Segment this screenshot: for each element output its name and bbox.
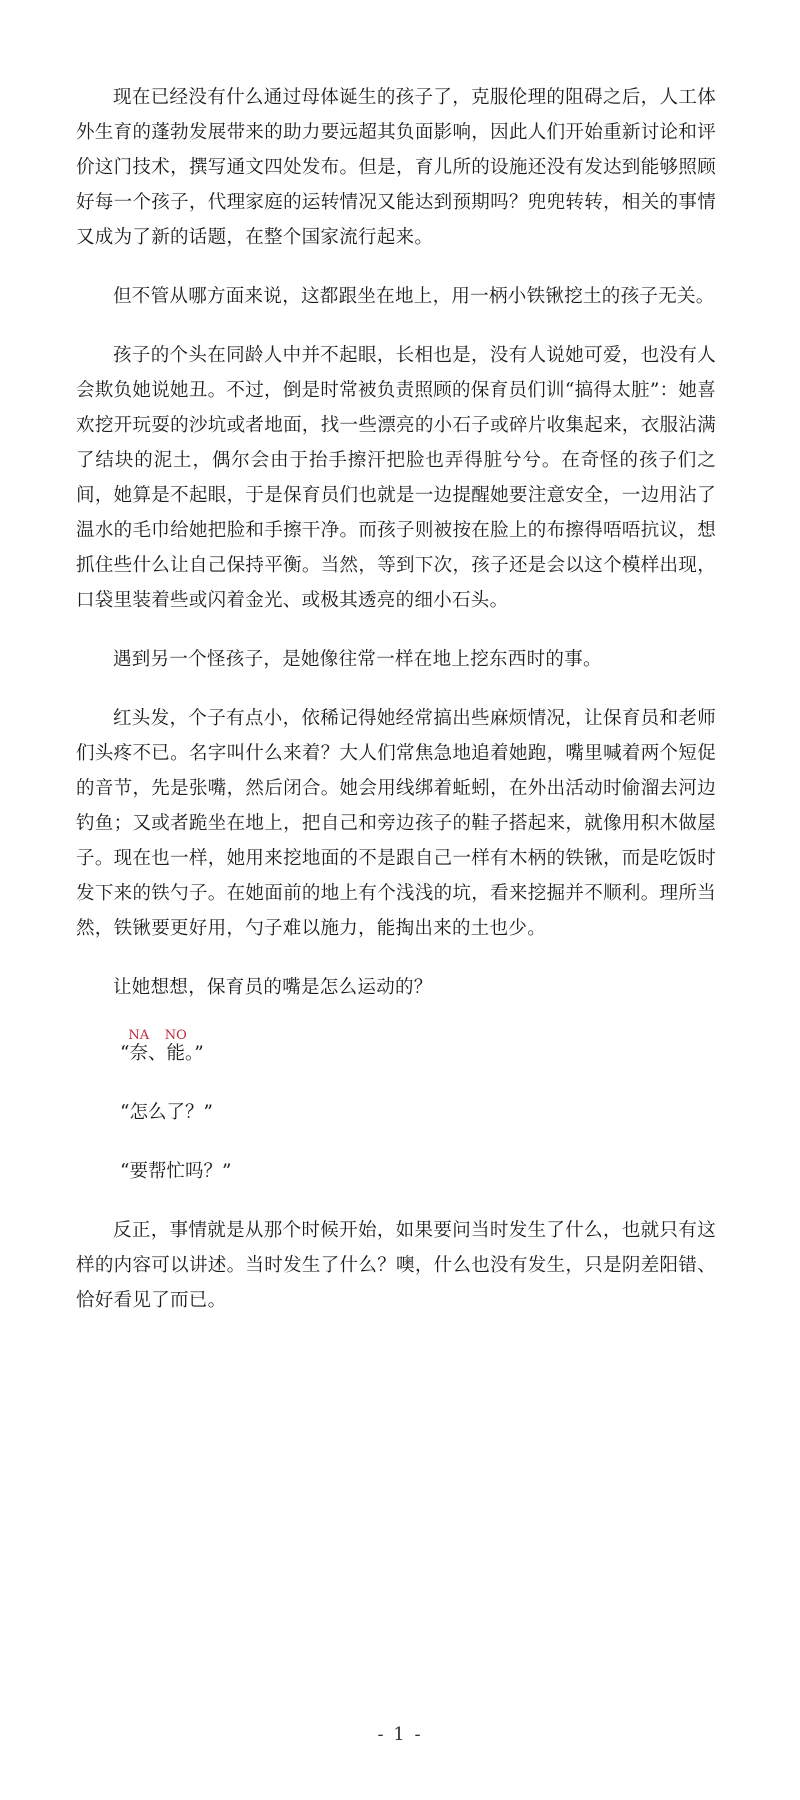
ruby-annotation-no: NO: [164, 1028, 187, 1043]
dialog-open-quote: “: [120, 1043, 130, 1064]
dialog-line-help: “要帮忙吗？”: [120, 1161, 232, 1182]
dialog-line-name: [76, 1029, 716, 1071]
paragraph-5: 红头发，个子有点小，依稀记得她经常搞出些麻烦情况，让保育员和老师们头疼不已。名字叫什么来着？大人们常焦急地追着她跑，嘴里喊着两个短促的音节，先是张嘴，然后闭合。她会用线绑着蚯蚓，在外出活动时偷溜去河边钓鱼；又或者跪坐在地上，把自己和旁边孩子的鞋子搭起来，就像用积木做屋子。现在也一样，她用来挖地面的不是跟自己一样有木柄的铁锹，而是吃饭时发下来的铁勺子。在她面前的地上有个浅浅的坑，看来挖掘并不顺利。理所当然，铁锹要更好用，勺子难以施力，能掏出来的土也少。: [76, 708, 716, 939]
dialog-line-what: “怎么了？”: [120, 1102, 213, 1123]
ruby-base-no: 能: [164, 1043, 187, 1064]
paragraph-final: 反正，事情就是从那个时候开始，如果要问当时发生了什么，也就只有这样的内容可以讲述。当时发生了什么？噢，什么也没有发生，只是阴差阳错、恰好看见了而已。: [76, 1220, 716, 1311]
paragraph-1: 现在已经没有什么通过母体诞生的孩子了，克服伦理的阻碍之后，人工体外生育的蓬勃发展带来的助力要远超其负面影响，因此人们开始重新讨论和评价这门技术，撰写通文四处发布。但是，育儿所的设施还没有发达到能够照顾好每一个孩子，代理家庭的运转情况又能达到预期吗？兜兜转转，相关的事情又成为了新的话题，在整个国家流行起来。: [76, 87, 716, 248]
ruby-annotation-na: NA: [128, 1028, 150, 1043]
ruby-word-no: [164, 1028, 187, 1064]
dialog-separator: 、: [147, 1043, 167, 1064]
ruby-word-na: [128, 1028, 150, 1064]
paragraph-2: 但不管从哪方面来说，这都跟坐在地上，用一柄小铁锹挖土的孩子无关。: [113, 286, 715, 307]
paragraph-6: 让她想想，保育员的嘴是怎么运动的？: [113, 977, 433, 998]
page-number: - 1 -: [377, 1724, 423, 1745]
paragraph-3: 孩子的个头在同龄人中并不起眼，长相也是，没有人说她可爱，也没有人会欺负她说她丑。不过，倒是时常被负责照顾的保育员们训“搞得太脏”：她喜欢挖开玩耍的沙坑或者地面，找一些漂亮的小石子或碎片收集起来，衣服沾满了结块的泥土，偶尔会由于抬手擦汗把脸也弄得脏兮兮。在奇怪的孩子们之间，她算是不起眼，于是保育员们也就是一边提醒她要注意安全，一边用沾了温水的毛巾给她把脸和手擦干净。而孩子则被按在脸上的布擦得唔唔抗议，想抓住些什么让自己保持平衡。当然，等到下次，孩子还是会以这个模样出现，口袋里装着些或闪着金光、或极其透亮的细小石头。: [76, 345, 716, 611]
paragraph-4: 遇到另一个怪孩子，是她像往常一样在地上挖东西时的事。: [113, 649, 602, 670]
document-body: [76, 80, 716, 1342]
ruby-base-na: 奈: [128, 1043, 150, 1064]
dialog-close: 。”: [185, 1043, 204, 1064]
